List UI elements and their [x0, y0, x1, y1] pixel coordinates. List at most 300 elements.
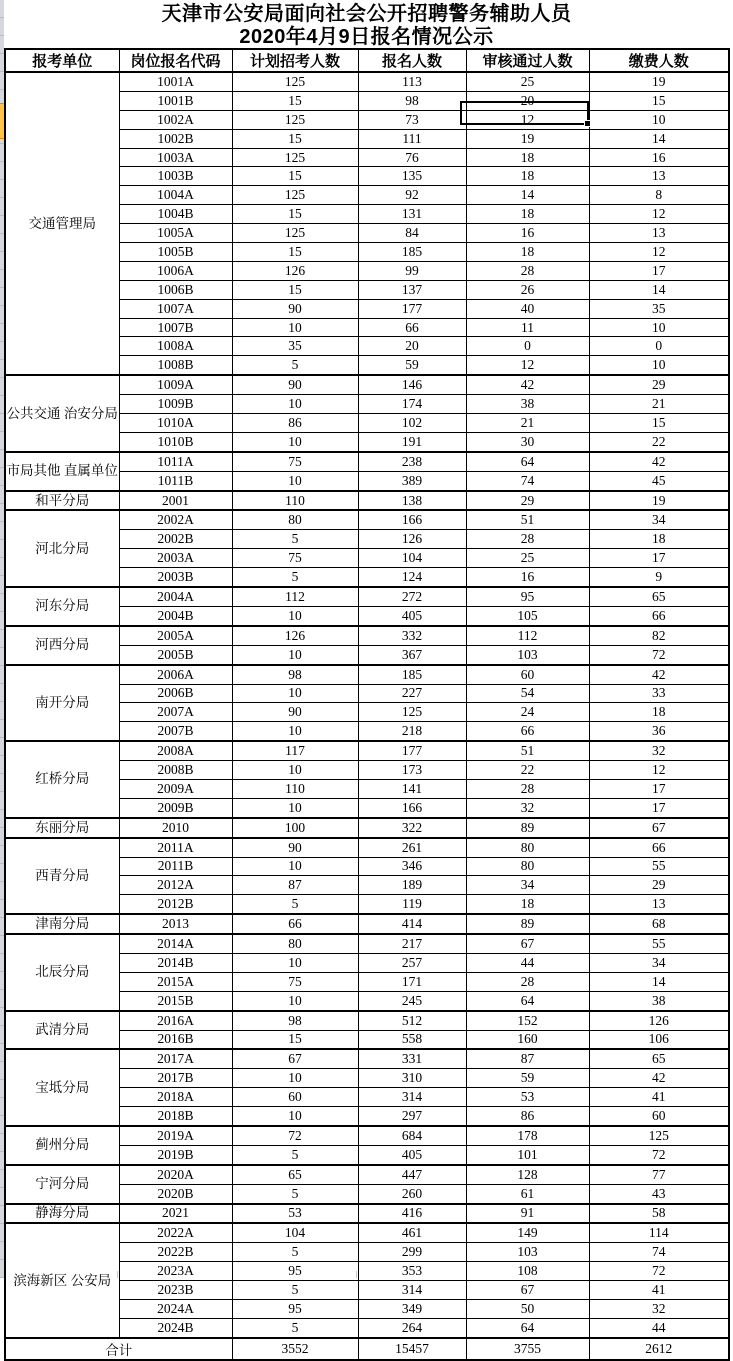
code-cell[interactable]: 2022B: [119, 1243, 232, 1262]
unit-cell[interactable]: 津南分局: [5, 914, 119, 934]
unit-cell[interactable]: 公共交通 治安分局: [5, 375, 119, 452]
value-cell[interactable]: 314: [358, 1281, 466, 1300]
code-cell[interactable]: 1002B: [119, 129, 232, 148]
value-cell[interactable]: 125: [232, 72, 358, 91]
code-cell[interactable]: 1005A: [119, 224, 232, 243]
value-cell[interactable]: 91: [466, 1204, 589, 1224]
code-cell[interactable]: 2018B: [119, 1107, 232, 1126]
value-cell[interactable]: 106: [589, 1030, 729, 1049]
code-cell[interactable]: 1008B: [119, 356, 232, 375]
unit-cell[interactable]: 静海分局: [5, 1204, 119, 1224]
value-cell[interactable]: 29: [589, 375, 729, 394]
value-cell[interactable]: 80: [232, 934, 358, 953]
column-header-planned[interactable]: 计划招考人数: [232, 49, 358, 72]
value-cell[interactable]: 117: [232, 741, 358, 760]
value-cell[interactable]: 171: [358, 972, 466, 991]
value-cell[interactable]: 90: [232, 299, 358, 318]
code-cell[interactable]: 1003A: [119, 148, 232, 167]
value-cell[interactable]: 15: [589, 414, 729, 433]
value-cell[interactable]: 14: [589, 972, 729, 991]
code-cell[interactable]: 1006B: [119, 280, 232, 299]
unit-cell[interactable]: 南开分局: [5, 665, 119, 742]
value-cell[interactable]: 65: [589, 587, 729, 606]
value-cell[interactable]: 13: [589, 167, 729, 186]
value-cell[interactable]: 61: [466, 1184, 589, 1203]
value-cell[interactable]: 86: [232, 414, 358, 433]
value-cell[interactable]: 98: [358, 91, 466, 110]
code-cell[interactable]: 2024A: [119, 1300, 232, 1319]
unit-cell[interactable]: 市局其他 直属单位: [5, 452, 119, 491]
value-cell[interactable]: 261: [358, 838, 466, 857]
value-cell[interactable]: 125: [232, 110, 358, 129]
value-cell[interactable]: 5: [232, 895, 358, 914]
code-cell[interactable]: 1007B: [119, 318, 232, 337]
value-cell[interactable]: 90: [232, 375, 358, 394]
value-cell[interactable]: 10: [232, 857, 358, 876]
value-cell[interactable]: 77: [589, 1165, 729, 1184]
value-cell[interactable]: 113: [358, 72, 466, 91]
value-cell[interactable]: 22: [466, 761, 589, 780]
code-cell[interactable]: 2023A: [119, 1262, 232, 1281]
value-cell[interactable]: 124: [358, 568, 466, 587]
unit-cell[interactable]: 滨海新区 公安局: [5, 1223, 119, 1337]
value-cell[interactable]: 12: [589, 243, 729, 262]
value-cell[interactable]: 42: [466, 375, 589, 394]
value-cell[interactable]: 59: [358, 356, 466, 375]
code-cell[interactable]: 2003B: [119, 568, 232, 587]
value-cell[interactable]: 135: [358, 167, 466, 186]
value-cell[interactable]: 30: [466, 432, 589, 451]
value-cell[interactable]: 10: [232, 722, 358, 741]
value-cell[interactable]: 17: [589, 549, 729, 568]
value-cell[interactable]: 73: [358, 110, 466, 129]
column-header-approved[interactable]: 审核通过人数: [466, 49, 589, 72]
value-cell[interactable]: 20: [358, 337, 466, 356]
value-cell[interactable]: 108: [466, 1262, 589, 1281]
value-cell[interactable]: 12: [589, 205, 729, 224]
value-cell[interactable]: 44: [589, 1318, 729, 1337]
value-cell[interactable]: 35: [589, 299, 729, 318]
value-cell[interactable]: 314: [358, 1088, 466, 1107]
value-cell[interactable]: 10: [232, 991, 358, 1010]
code-cell[interactable]: 2004B: [119, 606, 232, 625]
value-cell[interactable]: 185: [358, 665, 466, 684]
value-cell[interactable]: 15: [232, 243, 358, 262]
value-cell[interactable]: 60: [232, 1088, 358, 1107]
column-header-code[interactable]: 岗位报名代码: [119, 49, 232, 72]
value-cell[interactable]: 16: [589, 148, 729, 167]
value-cell[interactable]: 189: [358, 876, 466, 895]
value-cell[interactable]: 10: [232, 761, 358, 780]
value-cell[interactable]: 74: [466, 471, 589, 490]
value-cell[interactable]: 29: [589, 876, 729, 895]
code-cell[interactable]: 2024B: [119, 1318, 232, 1337]
code-cell[interactable]: 1007A: [119, 299, 232, 318]
code-cell[interactable]: 2010: [119, 818, 232, 838]
value-cell[interactable]: 67: [466, 1281, 589, 1300]
value-cell[interactable]: 16: [466, 568, 589, 587]
value-cell[interactable]: 14: [466, 186, 589, 205]
code-cell[interactable]: 1001A: [119, 72, 232, 91]
value-cell[interactable]: 75: [232, 972, 358, 991]
value-cell[interactable]: 15: [232, 1030, 358, 1049]
value-cell[interactable]: 17: [589, 779, 729, 798]
value-cell[interactable]: 66: [589, 606, 729, 625]
value-cell[interactable]: 99: [358, 261, 466, 280]
code-cell[interactable]: 2002B: [119, 530, 232, 549]
unit-cell[interactable]: 北辰分局: [5, 934, 119, 1011]
code-cell[interactable]: 2005A: [119, 626, 232, 645]
unit-cell[interactable]: 和平分局: [5, 491, 119, 511]
value-cell[interactable]: 13: [589, 224, 729, 243]
value-cell[interactable]: 66: [358, 318, 466, 337]
value-cell[interactable]: 238: [358, 452, 466, 471]
value-cell[interactable]: 34: [589, 510, 729, 529]
value-cell[interactable]: 19: [466, 129, 589, 148]
value-cell[interactable]: 80: [466, 838, 589, 857]
code-cell[interactable]: 2006A: [119, 665, 232, 684]
code-cell[interactable]: 2009A: [119, 779, 232, 798]
unit-cell[interactable]: 红桥分局: [5, 741, 119, 818]
value-cell[interactable]: 137: [358, 280, 466, 299]
code-cell[interactable]: 2003A: [119, 549, 232, 568]
value-cell[interactable]: 405: [358, 606, 466, 625]
value-cell[interactable]: 98: [232, 1011, 358, 1030]
value-cell[interactable]: 367: [358, 645, 466, 664]
value-cell[interactable]: 138: [358, 491, 466, 511]
value-cell[interactable]: 14: [589, 280, 729, 299]
value-cell[interactable]: 64: [466, 1318, 589, 1337]
value-cell[interactable]: 160: [466, 1030, 589, 1049]
code-cell[interactable]: 1009A: [119, 375, 232, 394]
value-cell[interactable]: 166: [358, 798, 466, 817]
value-cell[interactable]: 322: [358, 818, 466, 838]
value-cell[interactable]: 104: [358, 549, 466, 568]
code-cell[interactable]: 2017A: [119, 1049, 232, 1068]
total-label-cell[interactable]: 合计: [5, 1338, 232, 1360]
value-cell[interactable]: 50: [466, 1300, 589, 1319]
value-cell[interactable]: 59: [466, 1069, 589, 1088]
value-cell[interactable]: 112: [466, 626, 589, 645]
value-cell[interactable]: 125: [232, 186, 358, 205]
value-cell[interactable]: 86: [466, 1107, 589, 1126]
code-cell[interactable]: 1003B: [119, 167, 232, 186]
unit-cell[interactable]: 河西分局: [5, 626, 119, 665]
code-cell[interactable]: 2022A: [119, 1223, 232, 1242]
value-cell[interactable]: 297: [358, 1107, 466, 1126]
value-cell[interactable]: 173: [358, 761, 466, 780]
value-cell[interactable]: 26: [466, 280, 589, 299]
unit-cell[interactable]: 宁河分局: [5, 1165, 119, 1204]
value-cell[interactable]: 95: [232, 1300, 358, 1319]
code-cell[interactable]: 2017B: [119, 1069, 232, 1088]
code-cell[interactable]: 1011A: [119, 452, 232, 471]
value-cell[interactable]: 185: [358, 243, 466, 262]
value-cell[interactable]: 102: [358, 414, 466, 433]
code-cell[interactable]: 1004B: [119, 205, 232, 224]
value-cell[interactable]: 5: [232, 1318, 358, 1337]
value-cell[interactable]: 28: [466, 972, 589, 991]
value-cell[interactable]: 90: [232, 838, 358, 857]
value-cell[interactable]: 72: [589, 645, 729, 664]
value-cell[interactable]: 15: [232, 91, 358, 110]
value-cell[interactable]: 75: [232, 452, 358, 471]
total-value-cell[interactable]: 3755: [466, 1338, 589, 1360]
value-cell[interactable]: 332: [358, 626, 466, 645]
value-cell[interactable]: 51: [466, 510, 589, 529]
code-cell[interactable]: 1006A: [119, 261, 232, 280]
code-cell[interactable]: 2023B: [119, 1281, 232, 1300]
value-cell[interactable]: 65: [589, 1049, 729, 1068]
value-cell[interactable]: 0: [466, 337, 589, 356]
value-cell[interactable]: 111: [358, 129, 466, 148]
code-cell[interactable]: 2007A: [119, 703, 232, 722]
value-cell[interactable]: 19: [589, 72, 729, 91]
value-cell[interactable]: 42: [589, 665, 729, 684]
value-cell[interactable]: 126: [358, 530, 466, 549]
value-cell[interactable]: 66: [232, 914, 358, 934]
value-cell[interactable]: 35: [232, 337, 358, 356]
value-cell[interactable]: 72: [589, 1145, 729, 1164]
value-cell[interactable]: 44: [466, 953, 589, 972]
code-cell[interactable]: 2005B: [119, 645, 232, 664]
value-cell[interactable]: 5: [232, 356, 358, 375]
value-cell[interactable]: 74: [589, 1243, 729, 1262]
value-cell[interactable]: 60: [589, 1107, 729, 1126]
code-cell[interactable]: 2009B: [119, 798, 232, 817]
code-cell[interactable]: 2015B: [119, 991, 232, 1010]
unit-cell[interactable]: 河东分局: [5, 587, 119, 626]
value-cell[interactable]: 389: [358, 471, 466, 490]
value-cell[interactable]: 447: [358, 1165, 466, 1184]
value-cell[interactable]: 89: [466, 818, 589, 838]
value-cell[interactable]: 41: [589, 1281, 729, 1300]
value-cell[interactable]: 40: [466, 299, 589, 318]
value-cell[interactable]: 20: [466, 91, 589, 110]
value-cell[interactable]: 22: [589, 432, 729, 451]
value-cell[interactable]: 45: [589, 471, 729, 490]
value-cell[interactable]: 558: [358, 1030, 466, 1049]
value-cell[interactable]: 87: [466, 1049, 589, 1068]
value-cell[interactable]: 10: [232, 395, 358, 414]
value-cell[interactable]: 55: [589, 934, 729, 953]
value-cell[interactable]: 146: [358, 375, 466, 394]
value-cell[interactable]: 32: [589, 741, 729, 760]
value-cell[interactable]: 18: [466, 243, 589, 262]
value-cell[interactable]: 98: [232, 665, 358, 684]
value-cell[interactable]: 18: [466, 205, 589, 224]
value-cell[interactable]: 245: [358, 991, 466, 1010]
value-cell[interactable]: 5: [232, 530, 358, 549]
value-cell[interactable]: 19: [589, 491, 729, 511]
value-cell[interactable]: 76: [358, 148, 466, 167]
value-cell[interactable]: 10: [589, 318, 729, 337]
value-cell[interactable]: 272: [358, 587, 466, 606]
unit-cell[interactable]: 武清分局: [5, 1011, 119, 1050]
code-cell[interactable]: 2016A: [119, 1011, 232, 1030]
value-cell[interactable]: 84: [358, 224, 466, 243]
code-cell[interactable]: 1004A: [119, 186, 232, 205]
value-cell[interactable]: 12: [466, 110, 589, 129]
value-cell[interactable]: 43: [589, 1184, 729, 1203]
value-cell[interactable]: 42: [589, 452, 729, 471]
value-cell[interactable]: 112: [232, 587, 358, 606]
value-cell[interactable]: 125: [232, 148, 358, 167]
value-cell[interactable]: 92: [358, 186, 466, 205]
value-cell[interactable]: 10: [232, 684, 358, 703]
value-cell[interactable]: 512: [358, 1011, 466, 1030]
value-cell[interactable]: 178: [466, 1126, 589, 1145]
value-cell[interactable]: 10: [232, 471, 358, 490]
code-cell[interactable]: 2015A: [119, 972, 232, 991]
value-cell[interactable]: 95: [232, 1262, 358, 1281]
code-cell[interactable]: 2021: [119, 1204, 232, 1224]
code-cell[interactable]: 2011B: [119, 857, 232, 876]
value-cell[interactable]: 10: [232, 1069, 358, 1088]
value-cell[interactable]: 264: [358, 1318, 466, 1337]
value-cell[interactable]: 5: [232, 568, 358, 587]
value-cell[interactable]: 346: [358, 857, 466, 876]
value-cell[interactable]: 416: [358, 1204, 466, 1224]
value-cell[interactable]: 100: [232, 818, 358, 838]
value-cell[interactable]: 126: [232, 261, 358, 280]
value-cell[interactable]: 257: [358, 953, 466, 972]
value-cell[interactable]: 101: [466, 1145, 589, 1164]
selected-cell-marquee[interactable]: [460, 101, 589, 125]
code-cell[interactable]: 2008A: [119, 741, 232, 760]
value-cell[interactable]: 461: [358, 1223, 466, 1242]
value-cell[interactable]: 177: [358, 741, 466, 760]
unit-cell[interactable]: 蓟州分局: [5, 1126, 119, 1165]
value-cell[interactable]: 89: [466, 914, 589, 934]
code-cell[interactable]: 2012A: [119, 876, 232, 895]
code-cell[interactable]: 1010B: [119, 432, 232, 451]
value-cell[interactable]: 38: [589, 991, 729, 1010]
value-cell[interactable]: 18: [589, 703, 729, 722]
value-cell[interactable]: 58: [589, 1204, 729, 1224]
value-cell[interactable]: 166: [358, 510, 466, 529]
fill-handle[interactable]: [584, 120, 591, 127]
unit-cell[interactable]: 宝坻分局: [5, 1049, 119, 1126]
value-cell[interactable]: 131: [358, 205, 466, 224]
value-cell[interactable]: 310: [358, 1069, 466, 1088]
value-cell[interactable]: 66: [589, 838, 729, 857]
code-cell[interactable]: 2006B: [119, 684, 232, 703]
value-cell[interactable]: 10: [232, 318, 358, 337]
value-cell[interactable]: 80: [466, 857, 589, 876]
value-cell[interactable]: 67: [232, 1049, 358, 1068]
value-cell[interactable]: 0: [589, 337, 729, 356]
value-cell[interactable]: 90: [232, 703, 358, 722]
value-cell[interactable]: 32: [589, 1300, 729, 1319]
value-cell[interactable]: 260: [358, 1184, 466, 1203]
value-cell[interactable]: 28: [466, 779, 589, 798]
value-cell[interactable]: 684: [358, 1126, 466, 1145]
value-cell[interactable]: 13: [589, 895, 729, 914]
value-cell[interactable]: 17: [589, 261, 729, 280]
value-cell[interactable]: 18: [466, 148, 589, 167]
value-cell[interactable]: 126: [589, 1011, 729, 1030]
unit-cell[interactable]: 河北分局: [5, 510, 119, 587]
value-cell[interactable]: 10: [589, 356, 729, 375]
value-cell[interactable]: 18: [466, 167, 589, 186]
value-cell[interactable]: 10: [232, 953, 358, 972]
value-cell[interactable]: 110: [232, 779, 358, 798]
value-cell[interactable]: 125: [589, 1126, 729, 1145]
value-cell[interactable]: 25: [466, 549, 589, 568]
total-value-cell[interactable]: 3552: [232, 1338, 358, 1360]
code-cell[interactable]: 2014B: [119, 953, 232, 972]
code-cell[interactable]: 2020A: [119, 1165, 232, 1184]
value-cell[interactable]: 15: [232, 129, 358, 148]
value-cell[interactable]: 9: [589, 568, 729, 587]
value-cell[interactable]: 5: [232, 1184, 358, 1203]
value-cell[interactable]: 227: [358, 684, 466, 703]
value-cell[interactable]: 14: [589, 129, 729, 148]
value-cell[interactable]: 15: [589, 91, 729, 110]
value-cell[interactable]: 42: [589, 1069, 729, 1088]
value-cell[interactable]: 10: [232, 645, 358, 664]
value-cell[interactable]: 128: [466, 1165, 589, 1184]
value-cell[interactable]: 15: [232, 205, 358, 224]
code-cell[interactable]: 2011A: [119, 838, 232, 857]
value-cell[interactable]: 72: [232, 1126, 358, 1145]
value-cell[interactable]: 103: [466, 645, 589, 664]
value-cell[interactable]: 64: [466, 991, 589, 1010]
value-cell[interactable]: 24: [466, 703, 589, 722]
value-cell[interactable]: 34: [466, 876, 589, 895]
value-cell[interactable]: 152: [466, 1011, 589, 1030]
value-cell[interactable]: 10: [232, 1107, 358, 1126]
value-cell[interactable]: 110: [232, 491, 358, 511]
code-cell[interactable]: 1002A: [119, 110, 232, 129]
code-cell[interactable]: 1010A: [119, 414, 232, 433]
code-cell[interactable]: 2019A: [119, 1126, 232, 1145]
code-cell[interactable]: 2002A: [119, 510, 232, 529]
value-cell[interactable]: 104: [232, 1223, 358, 1242]
value-cell[interactable]: 95: [466, 587, 589, 606]
code-cell[interactable]: 2018A: [119, 1088, 232, 1107]
value-cell[interactable]: 33: [589, 684, 729, 703]
value-cell[interactable]: 28: [466, 530, 589, 549]
value-cell[interactable]: 53: [466, 1088, 589, 1107]
value-cell[interactable]: 25: [466, 72, 589, 91]
value-cell[interactable]: 414: [358, 914, 466, 934]
value-cell[interactable]: 5: [232, 1243, 358, 1262]
column-header-unit[interactable]: 报考单位: [5, 49, 119, 72]
value-cell[interactable]: 80: [232, 510, 358, 529]
value-cell[interactable]: 126: [232, 626, 358, 645]
value-cell[interactable]: 72: [589, 1262, 729, 1281]
value-cell[interactable]: 64: [466, 452, 589, 471]
value-cell[interactable]: 21: [466, 414, 589, 433]
value-cell[interactable]: 15: [232, 280, 358, 299]
value-cell[interactable]: 349: [358, 1300, 466, 1319]
value-cell[interactable]: 149: [466, 1223, 589, 1242]
code-cell[interactable]: 1011B: [119, 471, 232, 490]
code-cell[interactable]: 2020B: [119, 1184, 232, 1203]
value-cell[interactable]: 29: [466, 491, 589, 511]
unit-cell[interactable]: 交通管理局: [5, 72, 119, 375]
code-cell[interactable]: 2016B: [119, 1030, 232, 1049]
code-cell[interactable]: 2004A: [119, 587, 232, 606]
value-cell[interactable]: 68: [589, 914, 729, 934]
value-cell[interactable]: 18: [466, 895, 589, 914]
value-cell[interactable]: 54: [466, 684, 589, 703]
code-cell[interactable]: 2012B: [119, 895, 232, 914]
value-cell[interactable]: 5: [232, 1145, 358, 1164]
unit-cell[interactable]: 西青分局: [5, 838, 119, 915]
